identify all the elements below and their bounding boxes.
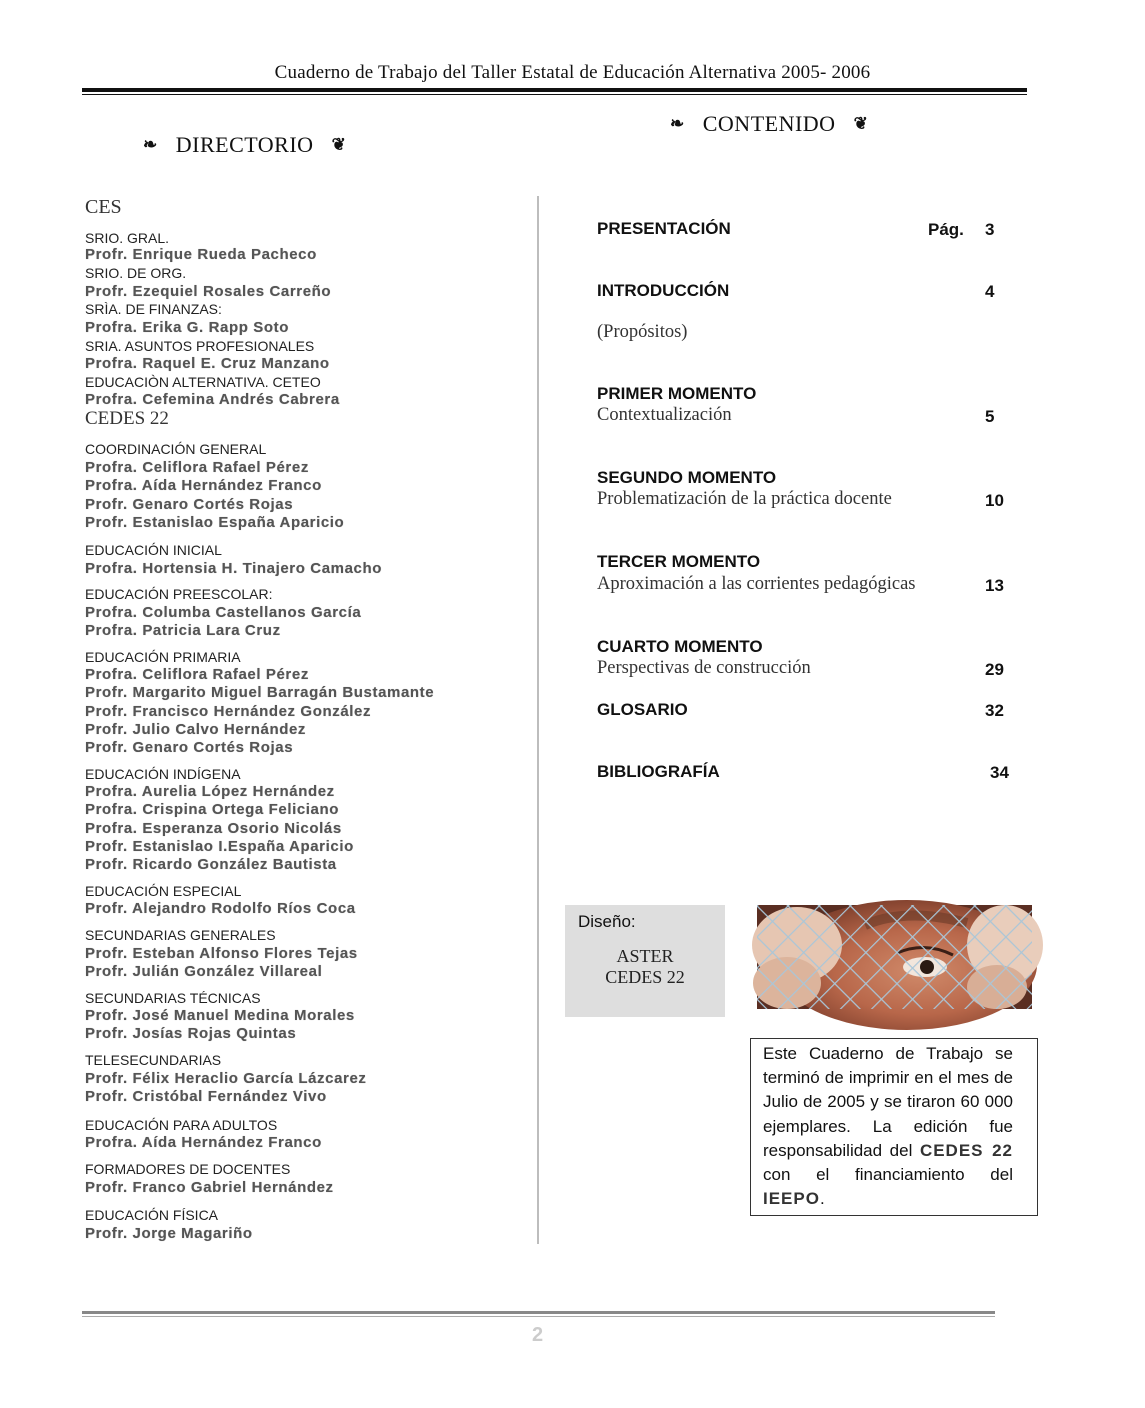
design-name-line: ASTER (616, 946, 674, 966)
note-highlight-ieepo: IEEPO (763, 1189, 820, 1209)
people-list (85, 900, 356, 918)
toc-page-number: 4 (985, 282, 995, 301)
note-highlight-cedes: CEDES 22 (919, 1140, 1013, 1160)
person-name: Profr. Félix Heraclio García Lázcarez (85, 1070, 367, 1087)
person-name: Profra. Patricia Lara Cruz (85, 622, 281, 640)
person-name: Profr. Genaro Cortés Rojas (85, 495, 294, 513)
toc-page-number: 29 (985, 660, 1004, 679)
header-title: Cuaderno de Trabajo del Taller Estatal de Educación Alternativa 2005- 2006 (274, 62, 871, 83)
role-label: SRIO. DE ORG. (85, 265, 187, 281)
person-name: Profr. Julio Calvo Hernández (85, 720, 307, 738)
design-label: Diseño: (578, 912, 636, 931)
role-label: SECUNDARIAS TÉCNICAS (85, 990, 261, 1006)
toc-subtitle: Problematización de la práctica docente (597, 489, 892, 509)
ornament-left-icon: ❧ (143, 135, 158, 154)
people-list (85, 945, 358, 982)
person-name: Profr. Margarito Miguel Barragán Bustamante (85, 684, 435, 702)
child-behind-fence-image (757, 905, 1032, 1009)
person-name: Profr. Alejandro Rodolfo Ríos Coca (85, 900, 356, 917)
person-name: Profra. Aurelia López Hernández (85, 783, 335, 800)
toc-title: CUARTO MOMENTO (597, 637, 763, 656)
design-name-line: CEDES 22 (605, 967, 685, 987)
toc-title: SEGUNDO MOMENTO (597, 468, 777, 487)
person-name: Profra. Erika G. Rapp Soto (85, 319, 289, 336)
note-text-part: con el financiamiento del (763, 1165, 1013, 1185)
footer-rule-thin (82, 1316, 995, 1317)
people-list (85, 1070, 367, 1107)
toc-subtitle: Contextualización (597, 405, 732, 425)
person-name: Profra. Cefemina Andrés Cabrera (85, 391, 340, 408)
header-rule (82, 88, 1027, 92)
person-name: Profra. Aída Hernández Franco (85, 477, 322, 495)
toc-title: BIBLIOGRAFÍA (597, 762, 720, 781)
page-number-mark: 2 (532, 1324, 544, 1346)
role-label: EDUCACIÓN PRIMARIA (85, 649, 241, 665)
column-divider (537, 196, 539, 1244)
contenido-heading-text: CONTENIDO (702, 111, 836, 136)
person-name: Profra. Columba Castellanos García (85, 604, 362, 621)
person-name: Profr. Enrique Rueda Pacheco (85, 246, 317, 263)
role-label: SRIA. ASUNTOS PROFESIONALES (85, 338, 315, 354)
person-name: Profra. Hortensia H. Tinajero Camacho (85, 560, 382, 577)
person-name: Profra. Esperanza Osorio Nicolás (85, 819, 342, 837)
person-name: Profr. Esteban Alfonso Flores Tejas (85, 945, 358, 962)
person-name: Profra. Celiflora Rafael Pérez (85, 459, 309, 476)
people-list (85, 560, 382, 578)
person-name: Profr. Ricardo González Bautista (85, 856, 337, 874)
person-name: Profr. José Manuel Medina Morales (85, 1007, 355, 1024)
ornament-right-icon: ❦ (853, 114, 869, 133)
person-name: Profr. Franco Gabriel Hernández (85, 1179, 334, 1196)
toc-subtitle: Perspectivas de construcción (597, 658, 811, 678)
note-text-part: . (819, 1189, 825, 1209)
toc-page-number: 32 (985, 701, 1004, 720)
role-label: SRIO. GRAL. (85, 230, 170, 246)
toc-page-number: 13 (985, 576, 1004, 595)
role-label: COORDINACIÓN GENERAL (85, 441, 267, 457)
header-rule-thin (82, 94, 1027, 95)
person-name: Profr. Jorge Magariño (85, 1225, 253, 1242)
directorio-heading (143, 132, 346, 158)
toc-title: INTRODUCCIÓN (597, 281, 730, 300)
role-label: EDUCACIÓN ESPECIAL (85, 883, 242, 899)
role-label: TELESECUNDARIAS (85, 1052, 222, 1068)
printing-note (763, 1042, 1013, 1211)
ces-label: CES (85, 196, 122, 218)
toc-page-label: Pág. (928, 220, 964, 239)
note-text-part: Este Cuaderno de Trabajo se terminó de imprimir en el mes de Julio de 2005 y se tiraron 60 000 ejemplares. La edición fue responsabilidad del (763, 1044, 1013, 1160)
role-label: EDUCACIÓN INICIAL (85, 542, 222, 558)
toc-page-number: 3 (985, 220, 995, 239)
toc-subtitle: (Propósitos) (597, 322, 688, 342)
person-name: Profra. Aída Hernández Franco (85, 1134, 322, 1151)
people-list (85, 783, 354, 874)
people-list (85, 1179, 334, 1197)
person-name: Profr. Ezequiel Rosales Carreño (85, 283, 332, 300)
person-name: Profr. Genaro Cortés Rojas (85, 739, 294, 757)
toc-title: PRIMER MOMENTO (597, 384, 757, 403)
role-label: SECUNDARIAS GENERALES (85, 927, 276, 943)
role-label: EDUCACIÓN PARA ADULTOS (85, 1117, 278, 1133)
footer-rule (82, 1311, 995, 1314)
cedes-label: CEDES 22 (85, 408, 169, 429)
contenido-heading (670, 111, 868, 137)
role-label: FORMADORES DE DOCENTES (85, 1161, 291, 1177)
toc-page-number: 34 (990, 763, 1009, 782)
toc-title: PRESENTACIÓN (597, 219, 731, 238)
people-list (85, 459, 344, 532)
role-label: EDUCACIÓN PREESCOLAR: (85, 586, 273, 602)
role-label: SRÌA. DE FINANZAS: (85, 301, 222, 317)
person-name: Profr. Josías Rojas Quintas (85, 1025, 297, 1043)
person-name: Profr. Estanislao España Aparicio (85, 513, 345, 531)
toc-page-number: 10 (985, 491, 1004, 510)
person-name: Profra. Raquel E. Cruz Manzano (85, 355, 330, 372)
people-list (85, 1225, 253, 1243)
people-list (85, 1007, 355, 1044)
person-name: Profr. Francisco Hernández González (85, 702, 372, 720)
directorio-heading-text: DIRECTORIO (175, 132, 314, 157)
role-label: EDUCACIÒN ALTERNATIVA. CETEO (85, 374, 321, 390)
toc-title: TERCER MOMENTO (597, 552, 761, 571)
toc-page-number: 5 (985, 407, 995, 426)
ornament-right-icon: ❦ (331, 135, 347, 154)
people-list (85, 604, 361, 641)
person-name: Profr. Estanislao I.España Aparicio (85, 837, 354, 855)
role-label: EDUCACIÓN INDÍGENA (85, 766, 241, 782)
toc-subtitle: Aproximación a las corrientes pedagógicas (597, 574, 916, 594)
people-list (85, 666, 434, 757)
role-label: EDUCACIÓN FÍSICA (85, 1207, 219, 1223)
toc-title: GLOSARIO (597, 700, 688, 719)
person-name: Profra. Crispina Ortega Feliciano (85, 801, 340, 819)
design-credit (565, 946, 725, 988)
ornament-left-icon: ❧ (670, 114, 685, 133)
person-name: Profra. Celiflora Rafael Pérez (85, 666, 309, 683)
person-name: Profr. Cristóbal Fernández Vivo (85, 1088, 327, 1106)
person-name: Profr. Julián González Villareal (85, 963, 323, 981)
people-list (85, 1134, 322, 1152)
